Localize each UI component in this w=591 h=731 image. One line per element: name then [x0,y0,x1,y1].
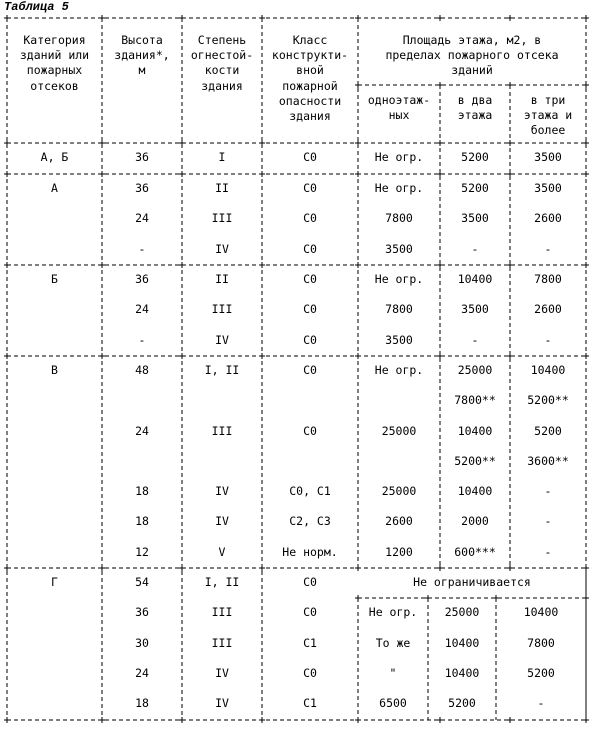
cell-area-two-floors: 600*** [454,545,496,560]
cell-construction-class: С1 [303,696,317,711]
cell-fire-resistance: V [218,545,226,560]
header-height: м [138,63,146,78]
cell-area-three-plus: 2600 [534,302,562,317]
header-construction-class: пожарной [282,78,338,93]
cell-construction-class: С0 [303,363,317,378]
header-construction-class: здания [289,109,331,123]
header-category: Категория [23,33,86,47]
cell-height: 24 [135,302,149,317]
cell-area-one-floor: Не огр. [374,181,424,196]
cell-construction-class: С0 [303,211,317,226]
cell-height: 54 [135,575,149,590]
cell-fire-resistance: III [211,605,233,620]
header-three-plus: этажа и [523,108,573,123]
cell-area-one-floor: 7800 [385,302,413,317]
cell-fire-resistance: IV [215,514,229,529]
cell-area-two-floors: 7800** [454,393,496,408]
header-height: здания*, [114,48,170,63]
cell-height: 30 [135,636,149,651]
cell-construction-class: С2, С3 [289,514,331,529]
cell-fire-resistance: III [211,302,233,317]
cell-area-two-floors: - [471,333,479,348]
cell-area-one-floor: Не огр. [368,605,418,620]
header-fire-resistance: Степень [197,33,247,47]
cell-fire-resistance: IV [215,242,229,257]
cell-fire-resistance: I, II [204,575,240,590]
header-construction-class: Класс [292,33,328,47]
cell-area-two-floors: 5200 [461,181,489,196]
cell-area-two-floors: 25000 [444,605,480,620]
header-three-plus: более [530,123,566,138]
cell-area-three-plus: 3500 [534,181,562,196]
cell-area-one-floor: 6500 [379,696,407,711]
header-floor-area: пределах пожарного отсека [385,48,559,63]
cell-area-three-plus: 5200 [534,424,562,439]
header-one-floor: ных [388,108,410,123]
cell-fire-resistance: I, II [204,363,240,378]
cell-height: 18 [135,696,149,711]
header-construction-class: вной [296,63,324,78]
cell-area-three-plus: - [544,484,552,499]
cell-construction-class: С0 [303,272,317,287]
header-two-floors: в два [457,93,493,107]
header-category: отсеков [30,78,79,93]
cell-fire-resistance: IV [215,484,229,499]
cell-construction-class: С0, С1 [289,484,331,499]
cell-area-three-plus: 10400 [523,605,559,620]
cell-area-two-floors: - [471,242,479,257]
table-title: Таблица 5 [4,0,69,14]
header-fire-resistance: кости [204,63,240,78]
cell-height: 36 [135,150,149,165]
cell-category: А, Б [40,150,69,165]
cell-fire-resistance: II [215,272,229,287]
cell-area-one-floor: 2600 [385,514,413,529]
cell-floor-area-span: Не ограничивается [413,575,531,590]
cell-height: 24 [135,424,149,439]
cell-fire-resistance: III [211,424,233,439]
cell-category: Г [51,575,58,590]
cell-area-three-plus: 2600 [534,211,562,226]
cell-fire-resistance: II [215,181,229,196]
header-construction-class: опасности [278,93,342,108]
cell-area-three-plus: 5200** [527,393,569,408]
cell-construction-class: С0 [303,666,317,681]
cell-construction-class: Не норм. [282,545,338,560]
cell-area-two-floors: 3500 [461,211,489,226]
cell-construction-class: С0 [303,302,317,317]
cell-area-three-plus: 10400 [530,363,566,378]
cell-area-one-floor: " [389,666,397,681]
cell-area-two-floors: 3500 [461,302,489,317]
cell-area-two-floors: 5200 [461,150,489,165]
cell-area-three-plus: 3500 [534,150,562,165]
cell-area-one-floor: 25000 [381,484,417,499]
cell-area-two-floors: 5200** [454,454,496,469]
cell-area-one-floor: Не огр. [374,150,424,165]
cell-area-three-plus: - [544,514,552,529]
cell-fire-resistance: IV [215,333,229,348]
cell-construction-class: С0 [303,181,317,196]
cell-height: 18 [135,514,149,529]
cell-category: В [51,363,58,378]
cell-area-one-floor: То же [375,636,411,651]
cell-area-three-plus: - [544,545,552,560]
cell-construction-class: С1 [303,636,317,651]
header-category: пожарных [26,63,83,78]
cell-height: 36 [135,605,149,620]
cell-area-three-plus: 7800 [527,636,555,651]
header-height: Высота [121,33,163,47]
cell-construction-class: С0 [303,424,317,439]
cell-area-two-floors: 5200 [448,696,476,711]
cell-area-three-plus: - [544,333,552,348]
cell-area-one-floor: Не огр. [374,272,424,287]
cell-area-two-floors: 10400 [444,636,480,651]
header-category: зданий или [19,48,90,63]
cell-area-one-floor: 1200 [385,545,413,560]
header-three-plus: в три [530,93,566,107]
cell-height: 24 [135,666,149,681]
header-fire-resistance: огнестой- [190,48,254,63]
cell-area-two-floors: 10400 [457,272,493,287]
cell-height: 24 [135,211,149,226]
cell-area-three-plus: - [544,242,552,257]
cell-fire-resistance: IV [215,696,229,711]
cell-height: 36 [135,272,149,287]
header-fire-resistance: здания [201,78,243,93]
header-floor-area: Площадь этажа, м2, в [402,33,542,47]
cell-construction-class: С0 [303,575,317,590]
cell-area-one-floor: 7800 [385,211,413,226]
cell-fire-resistance: IV [215,666,229,681]
cell-construction-class: С0 [303,333,317,348]
cell-fire-resistance: III [211,636,233,651]
cell-construction-class: С0 [303,150,317,165]
cell-area-one-floor: 3500 [385,242,413,257]
cell-area-two-floors: 2000 [461,514,489,529]
cell-height: 48 [135,363,149,378]
cell-fire-resistance: I [218,150,226,165]
cell-area-two-floors: 10400 [457,484,493,499]
cell-height: - [138,333,146,348]
cell-category: Б [51,272,58,287]
cell-height: - [138,242,146,257]
header-construction-class: конструкти- [271,48,349,63]
header-one-floor: одноэтаж- [367,93,431,107]
cell-area-two-floors: 10400 [444,666,480,681]
cell-category: А [51,181,58,196]
cell-fire-resistance: III [211,211,233,226]
cell-height: 12 [135,545,149,560]
cell-area-one-floor: 25000 [381,424,417,439]
cell-construction-class: С0 [303,242,317,257]
cell-area-three-plus: - [537,696,545,711]
header-two-floors: этажа [457,108,493,123]
cell-area-two-floors: 25000 [457,363,493,378]
cell-height: 18 [135,484,149,499]
cell-area-three-plus: 3600** [527,454,569,469]
cell-area-three-plus: 5200 [527,666,555,681]
cell-construction-class: С0 [303,605,317,620]
cell-area-one-floor: Не огр. [374,363,424,378]
header-floor-area: зданий [451,63,493,78]
cell-area-two-floors: 10400 [457,424,493,439]
cell-area-one-floor: 3500 [385,333,413,348]
cell-area-three-plus: 7800 [534,272,562,287]
cell-height: 36 [135,181,149,196]
